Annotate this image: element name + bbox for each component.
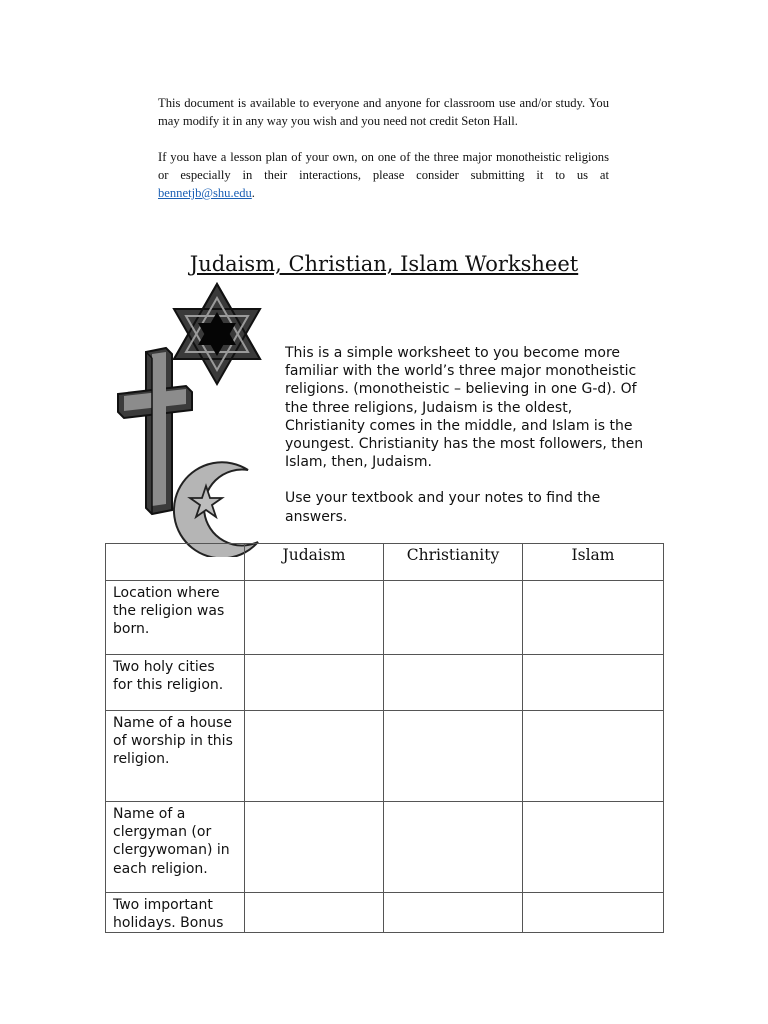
answer-cell-islam[interactable] [523,893,664,933]
notice-paragraph-2-end: . [251,186,255,200]
answer-cell-islam[interactable] [523,581,664,655]
intro-text [285,344,655,542]
answer-cell-christianity[interactable] [384,581,523,655]
answer-cell-christianity[interactable] [384,655,523,711]
header-christianity: Christianity [384,544,523,581]
answer-cell-islam[interactable] [523,802,664,893]
table-row [106,893,664,933]
notice-paragraph-2-text: If you have a lesson plan of your own, on one of the three major monotheistic religions or especially in their interactions, please consider submitting it to us at [158,150,609,182]
table-row [106,802,664,893]
row-label-house-of-worship: Name of a house of worship in this religion. [106,711,245,802]
star-of-david-icon [174,284,260,384]
answer-cell-judaism[interactable] [245,711,384,802]
header-islam: Islam [523,544,664,581]
table-row [106,581,664,655]
answer-cell-christianity[interactable] [384,893,523,933]
answer-cell-islam[interactable] [523,655,664,711]
answer-cell-christianity[interactable] [384,711,523,802]
notice-paragraph-2 [158,148,609,202]
row-label-location: Location where the religion was born. [106,581,245,655]
row-label-holidays: Two important holidays. Bonus [106,893,245,933]
row-label-clergy: Name of a clergyman (or clergywoman) in each religion. [106,802,245,893]
answer-cell-judaism[interactable] [245,581,384,655]
page-title: Judaism, Christian, Islam Worksheet [189,252,579,276]
intro-paragraph-1: This is a simple worksheet to you become more familiar with the world’s three major monotheistic religions. (monotheistic – believing in one G-d). Of the three religions, Judaism is the oldest, Christianity comes in the middle, and Islam is the youngest. Christianity has the most followers, then Islam, then, Judaism. [285,345,644,471]
email-link[interactable]: bennetjb@shu.edu [158,186,252,200]
row-label-holy-cities: Two holy cities for this religion. [106,655,245,711]
worksheet-table [105,543,664,933]
table-row [106,711,664,802]
notice-paragraph-1: This document is available to everyone and anyone for classroom use and/or study. You may modify it in any way you wish and you need not credit Seton Hall. [158,96,609,128]
answer-cell-judaism[interactable] [245,802,384,893]
answer-cell-christianity[interactable] [384,802,523,893]
religion-symbols [108,282,278,557]
answer-cell-judaism[interactable] [245,893,384,933]
intro-paragraph-2: Use your textbook and your notes to find the answers. [285,490,601,525]
notice-block [158,94,609,202]
table-row [106,655,664,711]
answer-cell-islam[interactable] [523,711,664,802]
answer-cell-judaism[interactable] [245,655,384,711]
header-empty [106,544,245,581]
header-judaism: Judaism [245,544,384,581]
table-header-row [106,544,664,581]
